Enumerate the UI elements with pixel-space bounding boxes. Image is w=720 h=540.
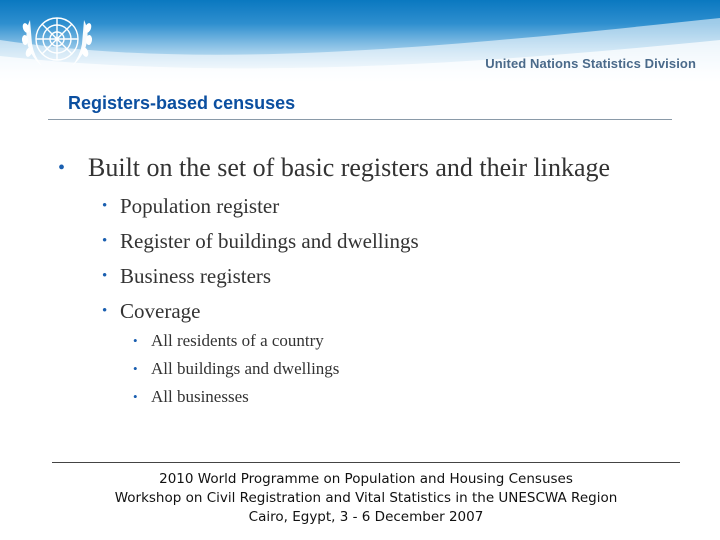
sub-bullet-text: Coverage — [120, 299, 201, 323]
slide-title: Registers-based censuses — [68, 93, 296, 113]
division-name: United Nations Statistics Division — [485, 56, 696, 71]
bullet-icon: • — [58, 157, 66, 179]
bullet-icon: • — [102, 303, 108, 319]
bullet-icon: • — [102, 268, 108, 284]
header-swoosh — [0, 0, 720, 84]
bullet-icon: • — [133, 333, 138, 348]
footer-line: Cairo, Egypt, 3 - 6 December 2007 — [248, 509, 484, 525]
bullet-icon: • — [133, 361, 138, 376]
main-bullet-text: Built on the set of basic registers and their linkage — [88, 153, 611, 182]
bullet-icon: • — [102, 198, 108, 214]
title-divider — [48, 119, 672, 120]
sub-bullet-text: Register of buildings and dwellings — [120, 229, 419, 253]
bullet-icon: • — [133, 389, 138, 404]
footer-line: 2010 World Programme on Population and Housing Censuses — [159, 471, 573, 487]
footer-line: Workshop on Civil Registration and Vital Statistics in the UNESCWA Region — [114, 490, 618, 506]
coverage-item-text: All businesses — [151, 387, 249, 406]
footer-divider — [52, 462, 680, 463]
bullet-icon: • — [102, 233, 108, 249]
coverage-item-text: All buildings and dwellings — [151, 359, 340, 378]
sub-bullet-text: Business registers — [120, 264, 272, 288]
un-emblem-icon — [16, 6, 98, 76]
coverage-item-text: All residents of a country — [151, 331, 324, 350]
sub-bullet-text: Population register — [120, 194, 280, 218]
footer — [0, 470, 720, 527]
